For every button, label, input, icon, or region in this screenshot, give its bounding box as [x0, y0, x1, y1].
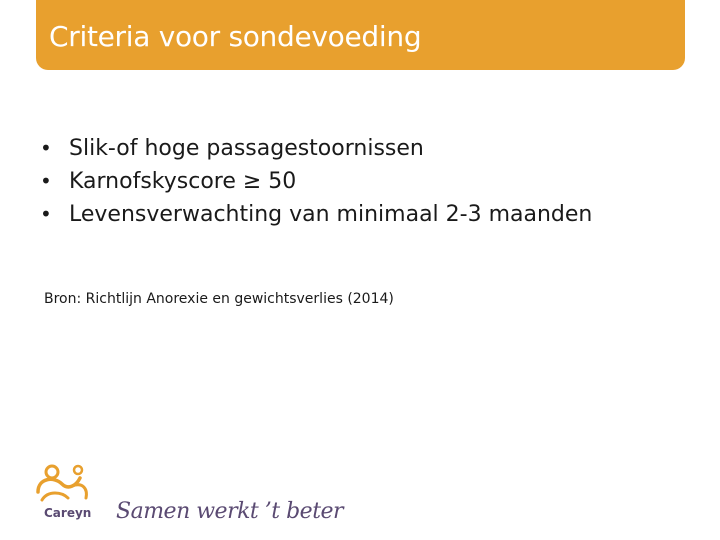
bullet-text: Karnofskyscore ≥ 50 — [69, 169, 297, 194]
careyn-logo — [32, 462, 98, 524]
footer-tagline: Samen werkt ’t beter — [116, 499, 344, 524]
bullet-marker: • — [40, 169, 52, 193]
bullet-text: Levensverwachting van minimaal 2-3 maanden — [69, 202, 593, 227]
slide-title: Criteria voor sondevoeding — [49, 20, 422, 53]
title-bar — [36, 0, 685, 70]
bullet-marker: • — [40, 202, 52, 226]
logo-wordmark: Careyn — [44, 506, 92, 520]
logo-figure-icon — [32, 462, 98, 508]
bullet-marker: • — [40, 136, 52, 160]
source-citation: Bron: Richtlijn Anorexie en gewichtsverlies (2014) — [44, 291, 394, 307]
bullet-text: Slik-of hoge passagestoornissen — [69, 136, 424, 161]
